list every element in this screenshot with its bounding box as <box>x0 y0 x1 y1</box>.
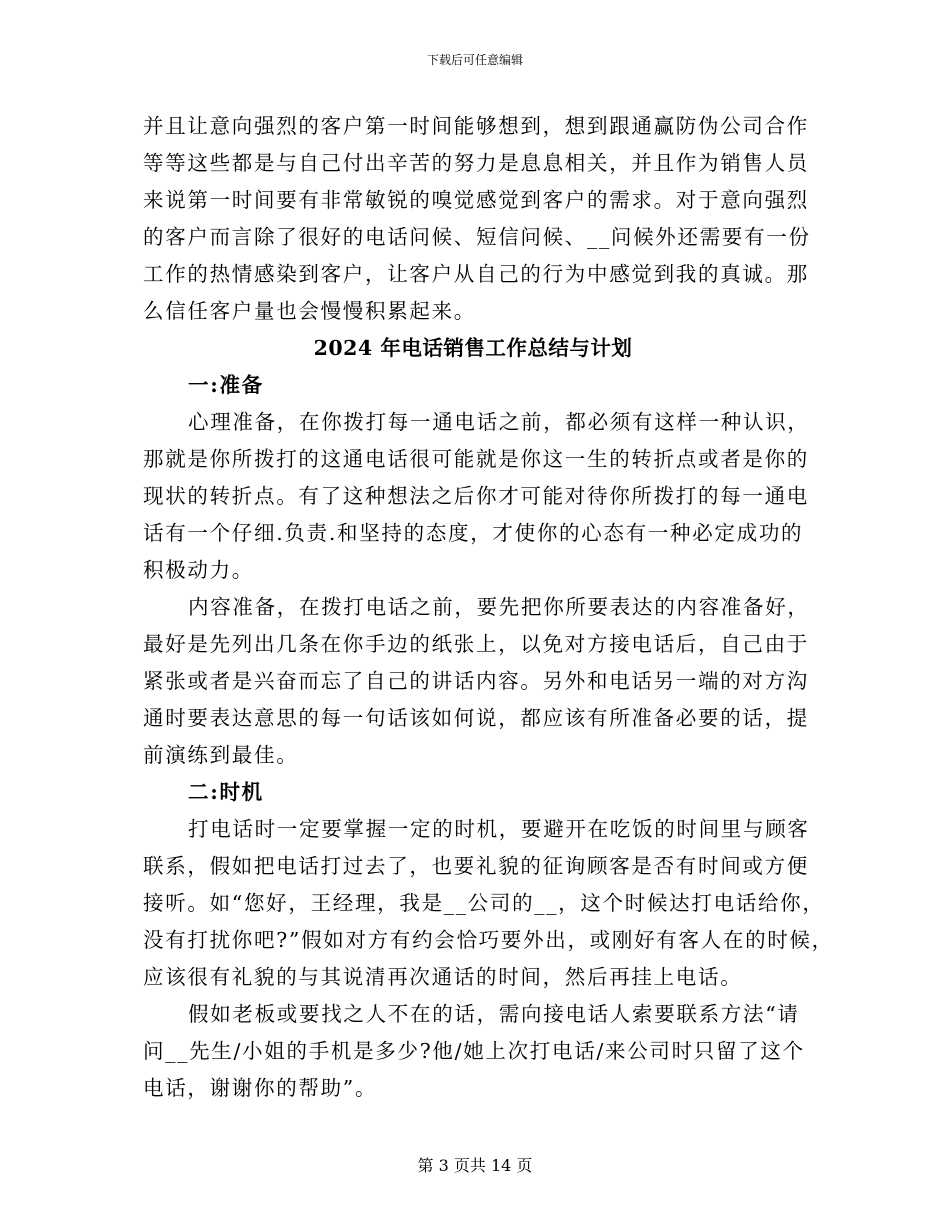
text-line: 么信任客户量也会慢慢积累起来。 <box>143 299 476 323</box>
document-body <box>143 108 834 1107</box>
text-line: 话有一个仔细.负责.和坚持的态度，才使你的心态有一种必定成功的 <box>143 521 804 545</box>
text-line: 没有打扰你吧?”假如对方有约会恰巧要外出，或刚好有客人在的时候， <box>143 928 834 952</box>
text-line: 应该很有礼貌的与其说清再次通话的时间，然后再挂上电话。 <box>143 965 743 989</box>
text-line: 前演练到最佳。 <box>143 743 299 767</box>
text-line: 现状的转折点。有了这种想法之后你才可能对待你所拨打的每一通电 <box>143 484 809 508</box>
text-line: 最好是先列出几条在你手边的纸张上，以免对方接电话后，自己由于 <box>143 632 809 656</box>
section-heading: 二:时机 <box>188 780 264 804</box>
text-line: 接听。如“您好，王经理，我是__公司的__，这个时候达打电话给你， <box>143 891 825 915</box>
text-line: 通时要表达意思的每一句话该如何说，都应该有所准备必要的话，提 <box>143 706 809 730</box>
text-line: 联系，假如把电话打过去了，也要礼貌的征询顾客是否有时间或方便 <box>143 854 809 878</box>
text-line: 心理准备，在你拨打每一通电话之前，都必须有这样一种认识， <box>188 410 810 434</box>
text-line: 来说第一时间要有非常敏锐的嗅觉感觉到客户的需求。对于意向强烈 <box>143 188 809 212</box>
section-title: 2024 年电话销售工作总结与计划 <box>313 336 633 360</box>
text-line: 打电话时一定要掌握一定的时机，要避开在吃饭的时间里与顾客 <box>188 817 810 841</box>
text-line: 假如老板或要找之人不在的话，需向接电话人索要联系方法“请 <box>188 1002 800 1026</box>
section-heading: 一:准备 <box>188 373 264 397</box>
text-line: 等等这些都是与自己付出辛苦的努力是息息相关，并且作为销售人员 <box>143 151 809 175</box>
text-line: 积极动力。 <box>143 558 254 582</box>
text-line: 内容准备，在拨打电话之前，要先把你所要表达的内容准备好， <box>188 595 810 619</box>
text-line: 电话，谢谢你的帮助”。 <box>143 1076 378 1100</box>
page-header: 下载后可任意编辑 <box>426 53 523 67</box>
text-line: 并且让意向强烈的客户第一时间能够想到，想到跟通赢防伪公司合作 <box>143 114 809 138</box>
text-line: 紧张或者是兴奋而忘了自己的讲话内容。另外和电话另一端的对方沟 <box>143 669 809 693</box>
text-line: 那就是你所拨打的这通电话很可能就是你这一生的转折点或者是你的 <box>143 447 809 471</box>
text-line: 的客户而言除了很好的电话问候、短信问候、__问候外还需要有一份 <box>143 225 811 249</box>
text-line: 问__先生/小姐的手机是多少?他/她上次打电话/来公司时只留了这个 <box>143 1039 805 1063</box>
page-number-footer: 第 3 页共 14 页 <box>417 1156 533 1175</box>
text-line: 工作的热情感染到客户，让客户从自己的行为中感觉到我的真诚。那 <box>143 262 809 286</box>
